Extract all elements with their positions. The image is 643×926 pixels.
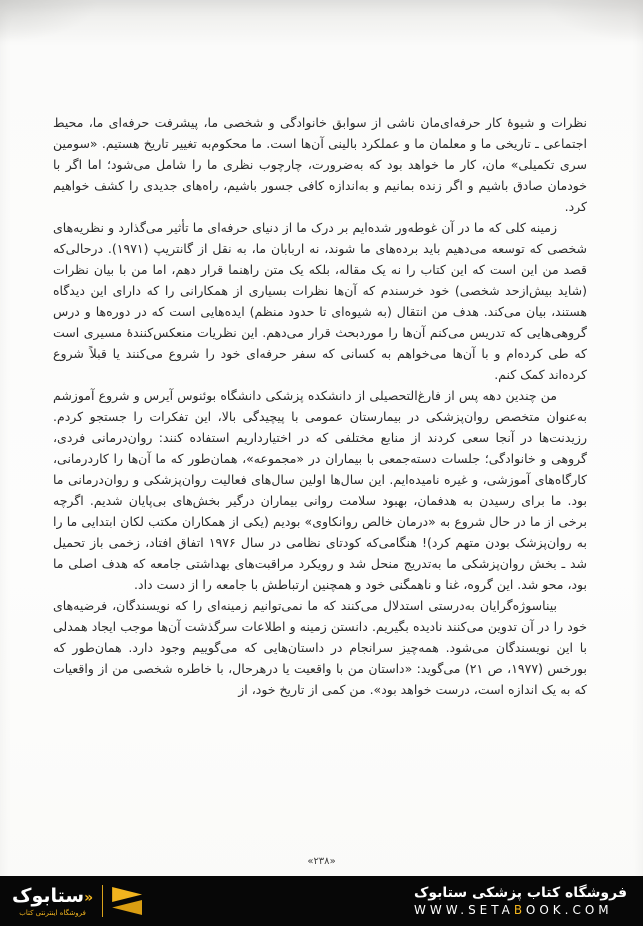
page-number: «۲۳۸» [307, 856, 336, 867]
logo-wordmark [12, 886, 93, 908]
paragraph: نظرات و شیوهٔ کار حرفه‌ای‌مان ناشی از سوابق خانوادگی و شخصی ما، پیشرفت حرفه‌ای ما، محیط اجتماعی ـ تاریخی ما و معلمان ما و عملکرد بالینی آن‌ها است. ما محکوم‌به تغییر تاریخ هستیم. «سومین سری تکمیلی» مان، کار ما خواهد بود که به‌ضرورت، چارچوب نظری ما را شامل می‌شود؛ اما اگر با خودمان صادق باشیم و اگر زنده بمانیم و به‌اندازه کافی جسور باشیم، راه‌های جدیدی را کشف خواهیم کرد. [53, 115, 587, 214]
brand-block [12, 885, 142, 917]
website-url-left: WWW.SETA [414, 903, 514, 917]
paragraph: بیناسوژه‌گرایان به‌درستی استدلال می‌کنند که ما نمی‌توانیم زمینه‌ای را که نویسندگان، فرضیه‌های خود را در آن تدوین می‌کنند نادیده بگیریم. دانستن زمینه و اطلاعات سرگذشت آن‌ها موجب ایجاد همدلی با این نویسندگان می‌شود. همه‌چیز سرانجام در داستان‌هایی که می‌گوییم وجود دارد. همان‌طور که بورخس (۱۹۷۷، ص ۲۱) می‌گوید: «داستان من با واقعیت یا درهرحال، با خاطره شخصی من از واقعیات که به یک اندازه است، درست خواهد بود». من کمی از تاریخ خود، از [53, 598, 587, 697]
website-url-right: OOK.COM [525, 903, 613, 917]
paragraph: من چندین دهه پس از فارغ‌التحصیلی از دانشکده پزشکی دانشگاه بوئنوس آیرس و شروع آموزشم به‌عنوان متخصص روان‌پزشکی در بیمارستان عمومی با پیچیدگی بالا، این تفکرات را جستجو کردم. رزیدنت‌ها در آنجا سعی کردند از منابع مختلفی که در اختیارداریم استفاده کنند: روان‌درمانی فردی، گروهی و خانوادگی؛ جلسات دسته‌جمعی با بیماران در «مجموعه»، همان‌طور که ما آن‌ها را کاردرمانی، کارگاه‌های آموزشی، و غیره نامیده‌ایم. این سال‌ها اولین سال‌های فعالیت روان‌پزشکی و روان‌درمانی ما بود. ما برای رسیدن به هدفمان، بهبود سلامت روانی بیماران درگیر بخش‌های بی‌پایان شدیم. اگرچه برخی از ما در حال شروع به «درمان خالص روانکاوی» بودیم (یکی از همکاران مکتب لکان ابتدایی ما را به روان‌پزشک بودن متهم کرد)! هنگامی‌که کودتای نظامی در سال ۱۹۷۶ اتفاق افتاد، زخمی باز تحمیل شد ـ بخش روان‌پزشکی ما به‌تدریج منحل شد و رویکرد مراقبت‌های بهداشتی جامعه که هدف اصلی ما بود، محو شد. این گروه، غنا و ناهمگنی خود و همچنین ارتباطش با جامعه را از دست داد. [53, 388, 587, 592]
brand-divider [102, 885, 103, 917]
ribbon-logo-icon [112, 886, 142, 916]
logo-subtitle: فروشگاه اینترنتی کتاب [19, 908, 86, 917]
ribbon-bottom-shape [112, 900, 142, 915]
logo-wordmark-text: ستابوک [12, 884, 85, 907]
logo-chevron-icon: « [84, 889, 94, 906]
footer-bar [0, 876, 643, 926]
store-block [414, 885, 627, 917]
website-url-accent: B [513, 903, 526, 917]
ribbon-top-shape [112, 887, 142, 902]
logo-wordmark-block [12, 886, 93, 917]
store-title: فروشگاه کتاب پزشکی ستابوک [414, 885, 627, 901]
body-text [53, 112, 587, 700]
paragraph: زمینه کلی که ما در آن غوطه‌ور شده‌ایم بر درک ما از دنیای حرفه‌ای ما تأثیر می‌گذارد و نظریه‌های شخصی که توسعه می‌دهیم باید برده‌های ما شوند، نه اربابان ما، به نقل از گانتریپ (۱۹۷۱). درحالی‌که قصد من این است که این کتاب را نه یک مقاله، بلکه یک متن راهنما قرار دهم، اما من با بیان نظرات (شاید بیش‌ازحد شخصی) خود خرسندم که آن‌ها نظرات بسیاری از همکارانی را که دارای این دیدگاه هستند، بیان می‌کند. هدف من انتقال (به شیوه‌ای تا حدود منظم) ایده‌هایی است که در دوره‌ها و درس گروهی‌هایی که تدریس می‌کنم آن‌ها را موردبحث قرار می‌دهم. این نظریات منعکس‌کنندهٔ مسیری است که طی کرده‌ام و با آن‌ها می‌خواهم به کسانی که سفر حرفه‌ای خود را شروع می‌کنند یا قبلاً شروع کرده‌اند کمک کنم. [53, 220, 587, 382]
website-url [414, 903, 613, 917]
